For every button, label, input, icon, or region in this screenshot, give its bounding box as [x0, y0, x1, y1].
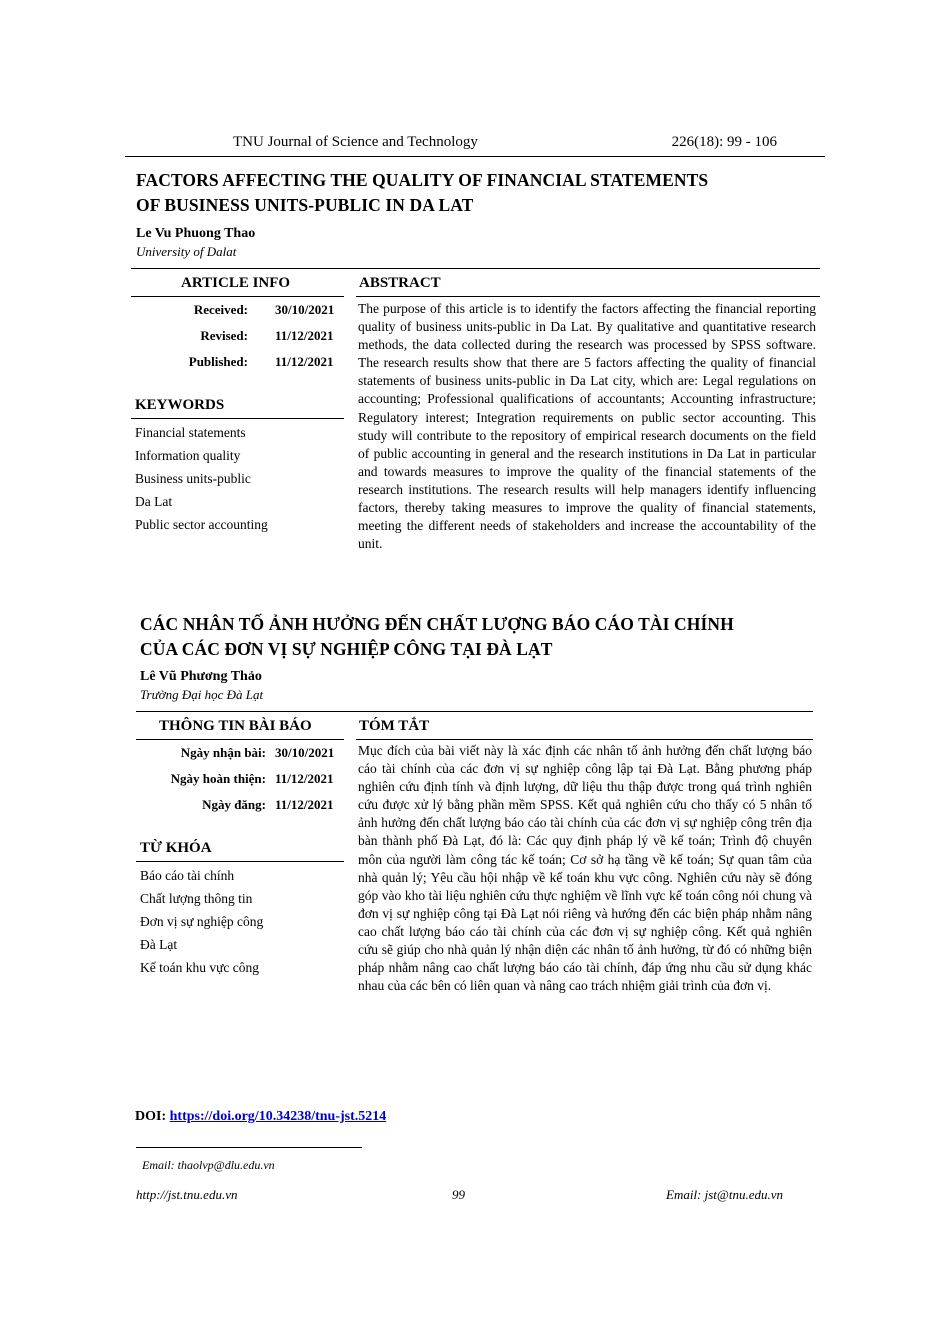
english-keywords-rule	[131, 418, 344, 419]
vietnamese-keywords-list	[140, 868, 355, 988]
date-row-revised	[131, 328, 346, 348]
keyword-item: Public sector accounting	[135, 517, 268, 532]
english-keywords-list	[135, 425, 350, 545]
keyword-item: Báo cáo tài chính	[140, 868, 235, 883]
date-value: 11/12/2021	[275, 771, 334, 786]
date-row-received	[131, 302, 346, 322]
date-label: Ngày nhận bài:	[180, 745, 266, 760]
keyword-item: Kế toán khu vực công	[140, 960, 260, 975]
english-keywords-heading: KEYWORDS	[135, 397, 225, 413]
footnote-rule	[136, 1147, 362, 1148]
footer-email: Email: jst@tnu.edu.vn	[666, 1187, 784, 1202]
vietnamese-abstract-heading: TÓM TẮT	[359, 718, 430, 734]
doi-link[interactable]: https://doi.org/10.34238/tnu-jst.5214	[169, 1109, 387, 1124]
english-dates	[131, 302, 346, 382]
vietnamese-title-line1: CÁC NHÂN TỐ ẢNH HƯỞNG ĐẾN CHẤT LƯỢNG BÁO CÁO TÀI CHÍNH	[140, 614, 734, 634]
vietnamese-title-line2: CỦA CÁC ĐƠN VỊ SỰ NGHIỆP CÔNG TẠI ĐÀ LẠT	[140, 639, 553, 659]
vietnamese-info-rule	[136, 739, 344, 740]
english-title-line1: FACTORS AFFECTING THE QUALITY OF FINANCIAL STATEMENTS	[136, 170, 709, 190]
journal-issue: 226(18): 99 - 106	[671, 134, 777, 150]
footer-website: http://jst.tnu.edu.vn	[136, 1187, 238, 1202]
vietnamese-abstract-text: Mục đích của bài viết này là xác định các nhân tố ảnh hưởng đến chất lượng báo cáo tài chính của các đơn vị sự nghiệp công lập tại Đà Lạt. Bằng phương pháp nghiên cứu định tính và định lượng, dữ liệu thu thập được trong quá trình nghiên cứu được xử lý bằng phần mềm SPSS. Kết quả nghiên cứu cho thấy có 5 nhân tố ảnh hưởng đến chất lượng báo cáo tài chính của các đơn vị sự nghiệp công trên địa bàn thành phố Đà Lạt, đó là: Các quy định pháp lý về kế toán; Trình độ chuyên môn của người làm công tác kế toán; Cơ sở hạ tầng về kế toán; Sự quan tâm của nhà quản lý; Yêu cầu hội nhập về kế toán khu vực công. Nghiên cứu này sẽ đóng góp vào kho tài liệu nghiên cứu thực nghiệm về lĩnh vực kế toán công nói chung và đơn vị sự nghiệp công tại Đà Lạt nói riêng và hướng đến các biện pháp nhằm nâng cao chất lượng báo cáo tài chính của các đơn vị sự nghiệp công. Kết quả nghiên cứu sẽ giúp cho nhà quản lý nhận diện các nhân tố ảnh hưởng, từ đó có những biện pháp nhằm nâng cao chất lượng báo cáo tài chính, đáp ứng nhu cầu sử dụng khác nhau của các bên có liên quan và nâng cao trách nhiệm giải trình của đơn vị.	[358, 743, 812, 994]
date-row-published	[131, 797, 346, 817]
corresponding-email: Email: thaolvp@dlu.edu.vn	[142, 1158, 275, 1172]
date-value: 11/12/2021	[275, 797, 334, 812]
doi-label: DOI:	[135, 1109, 167, 1124]
vietnamese-title	[140, 612, 840, 662]
date-label: Published:	[188, 354, 248, 369]
journal-name: TNU Journal of Science and Technology	[233, 134, 478, 150]
vietnamese-dates	[131, 745, 346, 825]
date-value: 30/10/2021	[275, 302, 335, 317]
english-title-line2: OF BUSINESS UNITS-PUBLIC IN DA LAT	[136, 195, 474, 215]
keyword-item: Đà Lạt	[140, 937, 178, 952]
doi-line	[135, 1109, 386, 1125]
vietnamese-abstract-rule	[356, 739, 813, 740]
english-article-info-heading: ARTICLE INFO	[181, 275, 291, 291]
running-header	[125, 132, 825, 157]
date-label: Ngày đăng:	[202, 797, 266, 812]
date-row-received	[131, 745, 346, 765]
vietnamese-article-info-heading: THÔNG TIN BÀI BÁO	[159, 718, 312, 734]
date-value: 11/12/2021	[275, 354, 334, 369]
date-label: Ngày hoàn thiện:	[170, 771, 266, 786]
date-value: 11/12/2021	[275, 328, 334, 343]
date-label: Received:	[193, 302, 248, 317]
date-row-published	[131, 354, 346, 374]
english-top-rule	[131, 268, 820, 269]
english-affiliation: University of Dalat	[136, 244, 237, 259]
vietnamese-keywords-heading: TỪ KHÓA	[140, 840, 212, 856]
vietnamese-affiliation: Trường Đại học Đà Lạt	[140, 687, 264, 702]
date-label: Revised:	[200, 328, 248, 343]
keyword-item: Đơn vị sự nghiệp công	[140, 914, 264, 929]
keyword-item: Chất lượng thông tin	[140, 891, 253, 906]
date-value: 30/10/2021	[275, 745, 335, 760]
english-info-rule	[131, 296, 344, 297]
keyword-item: Information quality	[135, 448, 241, 463]
keyword-item: Da Lat	[135, 494, 173, 509]
keyword-item: Business units-public	[135, 471, 251, 486]
english-abstract-heading: ABSTRACT	[359, 275, 441, 291]
vietnamese-author: Lê Vũ Phương Thảo	[140, 669, 262, 684]
english-author: Le Vu Phuong Thao	[136, 226, 256, 241]
vietnamese-top-rule	[136, 711, 813, 712]
english-abstract-text: The purpose of this article is to identify the factors affecting the financial reporting quality of business units-public in Da Lat. By qualitative and quantitative research methods, the data collected during the research was processed by SPSS software. The research results show that there are 5 factors affecting the quality of financial statements of business units-public in Da Lat city, which are: Legal regulations on accounting; Professional qualifications of accountants; Accounting infrastructure; Regulatory interest; Integration requirements on public sector accounting. This study will contribute to the repository of empirical research documents on the field of public accounting in general and the research institutions in Da Lat in particular and towards measures to improve the quality of the financial statements of the research institutions. The research results will help managers identify influencing factors, thereby taking measures to improve the quality of financial statements, meeting the different needs of stakeholders and increase the accountability of the unit.	[358, 301, 816, 552]
date-row-revised	[131, 771, 346, 791]
keyword-item: Financial statements	[135, 425, 246, 440]
english-abstract-rule	[356, 296, 820, 297]
vietnamese-keywords-rule	[136, 861, 344, 862]
page-number: 99	[452, 1187, 465, 1202]
english-title	[136, 168, 836, 218]
